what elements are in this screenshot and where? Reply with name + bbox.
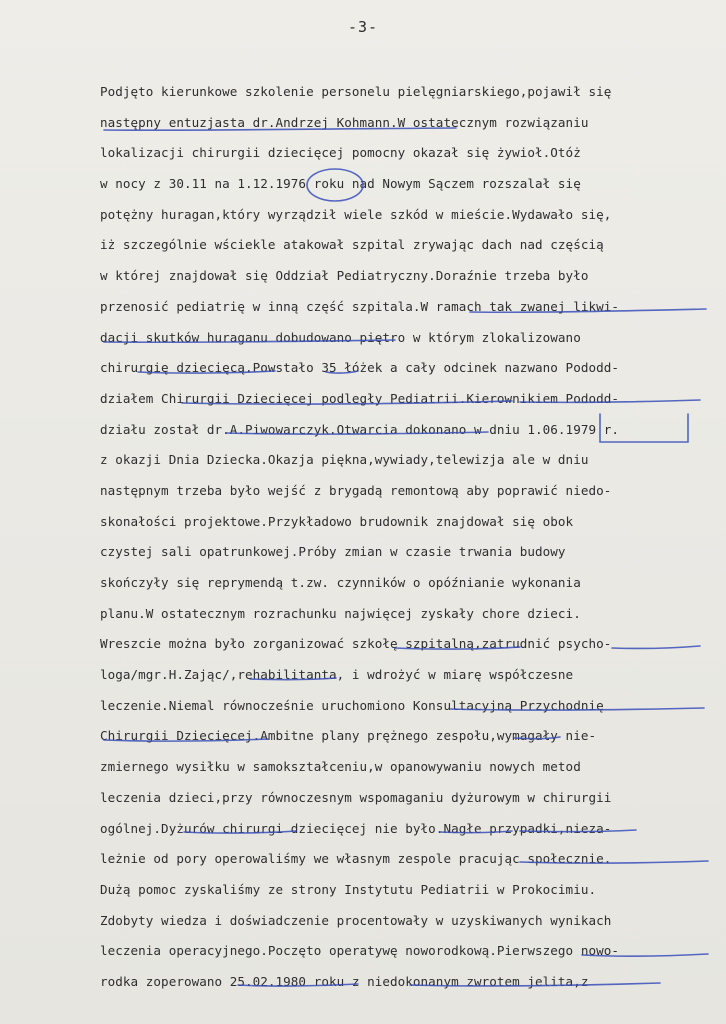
text-line: czystej sali opatrunkowej.Próby zmian w czasie trwania budowy <box>100 544 566 560</box>
text-line: w nocy z 30.11 na 1.12.1976 roku nad Nowym Sączem rozszalał się <box>100 176 581 192</box>
text-line: leczenia operacyjnego.Poczęto operatywę noworodkową.Pierwszego nowo- <box>100 943 619 959</box>
text-line: lokalizacji chirurgii dziecięcej pomocny okazał się żywioł.Otóż <box>100 145 581 161</box>
text-line: następnym trzeba było wejść z brygadą remontową aby poprawić niedo- <box>100 482 612 498</box>
text-line: leżnie od pory operowaliśmy we własnym zespole pracując społecznie. <box>100 851 612 867</box>
text-line: leczenia dzieci,przy równoczesnym wspomaganiu dyżurowym w chirurgii <box>100 789 612 805</box>
text-line: Zdobyty wiedza i doświadczenie procentowały w uzyskiwanych wynikach <box>100 912 612 928</box>
text-line: Wreszcie można było zorganizować szkołę szpitalną,zatrudnić psycho- <box>100 636 612 652</box>
text-line: leczenie.Niemal równocześnie uruchomiono Konsultacyjną Przychodnię <box>100 697 604 713</box>
text-line: działem Chirurgii Dziecięcej podległy Pediatrii.Kierownikiem Pododd- <box>100 390 619 406</box>
text-line: Chirurgii Dziecięcej.Ambitne plany prężnego zespołu,wymagały nie- <box>100 728 597 744</box>
text-line: dacji skutków huraganu dobudowano piętro w którym zlokalizowano <box>100 329 581 345</box>
text-line: zmiernego wysiłku w samokształceniu,w opanowywaniu nowych metod <box>100 759 581 775</box>
text-line: chirurgię dziecięcą.Powstało 35 łóżek a cały odcinek nazwano Pododd- <box>100 360 619 376</box>
text-line: Dużą pomoc zyskaliśmy ze strony Instytutu Pediatrii w Prokocimiu. <box>100 881 597 897</box>
text-line: loga/mgr.H.Zając/,rehabilitanta, i wdrożyć w miarę współczesne <box>100 667 574 683</box>
text-line: następny entuzjasta dr.Andrzej Kohmann.W ostatecznym rozwiązaniu <box>100 114 589 130</box>
text-line: skonałości projektowe.Przykładowo brudownik znajdował się obok <box>100 513 574 529</box>
text-line: rodka zoperowano 25.02.1980 roku z niedokonanym zwrotem jelita,z <box>100 973 589 989</box>
text-line: z okazji Dnia Dziecka.Okazja piękna,wywiady,telewizja ale w dniu <box>100 452 589 468</box>
text-line: ogólnej.Dyżurów chirurgi dziecięcej nie było.Nagłe przypadki,nieza- <box>100 820 612 836</box>
text-line: potężny huragan,który wyrządził wiele szkód w mieście.Wydawało się, <box>100 206 612 222</box>
page-number: -3- <box>347 18 379 36</box>
text-line: iż szczególnie wściekle atakował szpital zrywając dach nad częścią <box>100 237 604 253</box>
text-line: planu.W ostatecznym rozrachunku najwięcej zyskały chore dzieci. <box>100 605 581 621</box>
text-line: Podjęto kierunkowe szkolenie personelu pielęgniarskiego,pojawił się <box>100 84 612 99</box>
typed-text-body <box>100 77 726 998</box>
text-line: przenosić pediatrię w inną część szpitala.W ramach tak zwanej likwi- <box>100 298 619 314</box>
text-line: działu został dr.A.Piwowarczyk.Otwarcia dokonano w dniu 1.06.1979 r. <box>100 421 619 437</box>
text-line: skończyły się reprymendą t.zw. czynników o opóźnianie wykonania <box>100 575 581 590</box>
text-line: w której znajdował się Oddział Pediatryczny.Doraźnie trzeba było <box>100 268 589 284</box>
